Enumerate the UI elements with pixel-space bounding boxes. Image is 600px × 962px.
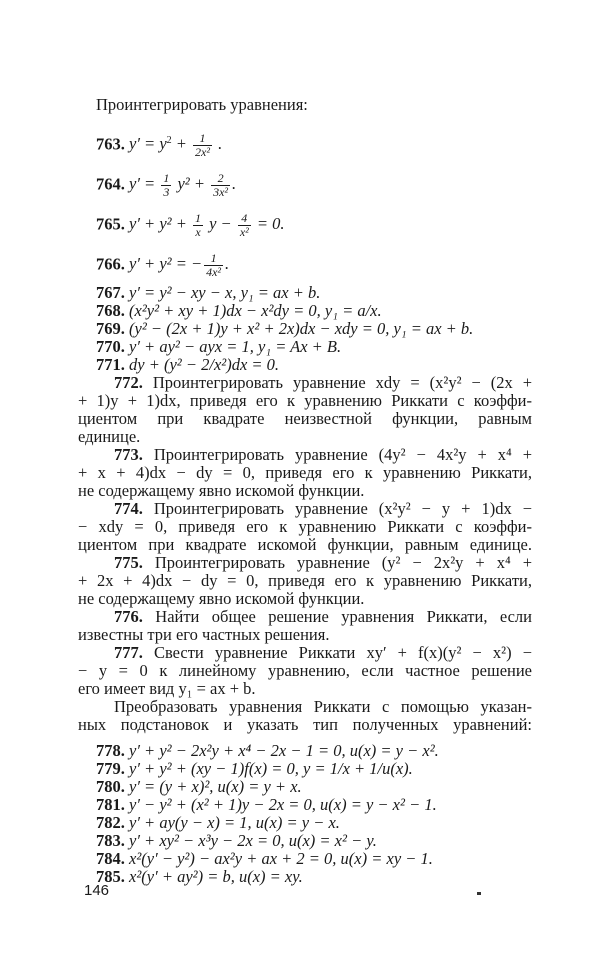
numerator: 1 <box>194 211 201 225</box>
numerator: 2 <box>217 171 224 185</box>
problem-text: известны три его частных решения. <box>78 625 330 644</box>
fraction <box>211 172 230 199</box>
problem-number: 766. <box>96 254 125 274</box>
problem-768 <box>96 302 382 320</box>
problem-number: 765. <box>96 214 125 234</box>
equation: x²(y′ − y²) − ax²y + ax + 2 = 0, u(x) = xy − 1. <box>129 849 433 868</box>
problem-777 <box>96 644 532 662</box>
equation <box>129 251 230 279</box>
eq-part: . <box>232 174 237 194</box>
problem-782 <box>96 814 340 832</box>
problem-774-cont <box>78 518 532 536</box>
problem-772 <box>96 374 532 392</box>
eq-part: y′ = <box>129 174 160 194</box>
problem-text: циентом при квадрате искомой функции, равным единице. <box>78 535 532 554</box>
problem-number: 769. <box>96 319 125 338</box>
problem-774 <box>96 500 532 518</box>
problem-number: 773. <box>114 445 143 464</box>
page-number: 146 <box>84 882 110 899</box>
problem-text: циентом при квадрате неизвестной функции, равным <box>78 409 532 428</box>
problem-777-cont <box>78 662 532 680</box>
denominator: 2x² <box>195 145 210 159</box>
problem-number: 780. <box>96 777 125 796</box>
fraction <box>238 212 251 239</box>
problem-772-cont <box>78 392 532 410</box>
problem-number: 767. <box>96 283 125 302</box>
problem-776-cont <box>78 626 329 644</box>
fraction <box>204 252 223 279</box>
heading-text: Преобразовать уравнения Риккати с помощью указан- <box>114 697 532 716</box>
problem-766 <box>96 252 229 279</box>
eq-part: y′ = y <box>129 134 167 154</box>
numerator: 1 <box>199 131 206 145</box>
print-mark <box>477 892 481 895</box>
problem-number: 779. <box>96 759 125 778</box>
problem-773-cont <box>78 482 364 500</box>
problem-779 <box>96 760 413 778</box>
problem-text: Проинтегрировать уравнение (x²y² − y + 1)dx − <box>153 499 533 518</box>
equation: y′ = (y + x)², u(x) = y + x. <box>129 777 302 796</box>
problem-text: + 2x + 4)dx − dy = 0, приведя его к уравнению Риккати, <box>78 571 532 590</box>
equation: y′ + ay² − ayx = 1, y₁ = Ax + B. <box>129 337 342 356</box>
problem-775 <box>96 554 532 572</box>
equation <box>129 171 237 199</box>
eq-part: y′ + y² + <box>129 214 191 234</box>
problem-number: 771. <box>96 355 125 374</box>
equation: y′ + ay(y − x) = 1, u(x) = y − x. <box>129 813 340 832</box>
fraction <box>161 172 171 199</box>
problem-text: − xdy = 0, приведя его к уравнению Риккати с коэффи- <box>78 517 532 536</box>
equation: y′ + y² + (xy − 1)f(x) = 0, y = 1/x + 1/u(x). <box>129 759 413 778</box>
equation: y′ + y² − 2x²y + x⁴ − 2x − 1 = 0, u(x) = y − x². <box>129 741 439 760</box>
denominator: 4x² <box>206 265 222 279</box>
equation <box>129 211 285 239</box>
problem-772-cont <box>78 428 140 446</box>
problem-number: 778. <box>96 741 125 760</box>
problem-text: Свести уравнение Риккати xy′ + f(x)(y² − x²) − <box>153 643 532 662</box>
problem-778 <box>96 742 439 760</box>
problem-text: Проинтегрировать уравнение (y² − 2x²y + x⁴ + <box>154 553 533 572</box>
problem-770 <box>96 338 341 356</box>
problem-781 <box>96 796 437 814</box>
denominator: x² <box>239 225 249 239</box>
equation: (y² − (2x + 1)y + x² + 2x)dx − xdy = 0, y₁ = ax + b. <box>129 319 474 338</box>
problem-number: 783. <box>96 831 125 850</box>
section-heading <box>96 96 308 114</box>
problem-775-cont <box>78 590 364 608</box>
problem-text: Найти общее решение уравнения Риккати, если <box>155 607 532 626</box>
equation: (x²y² + xy + 1)dx − x²dy = 0, y₁ = a/x. <box>129 301 382 320</box>
problem-text: не содержащему явно искомой функции. <box>78 481 365 500</box>
problem-776 <box>96 608 532 626</box>
problem-number: 776. <box>114 607 143 626</box>
problem-765 <box>96 212 285 239</box>
eq-part: y − <box>204 214 236 234</box>
equation: dy + (y² − 2/x²)dx = 0. <box>129 355 280 374</box>
problem-771 <box>96 356 279 374</box>
problem-777-cont <box>78 680 256 698</box>
heading-text: Проинтегрировать уравнения: <box>96 95 308 114</box>
problem-text: + 1)y + 1)dx, приведя его к уравнению Риккати с коэффи- <box>78 391 532 410</box>
problem-number: 775. <box>114 553 143 572</box>
problem-775-cont <box>78 572 532 590</box>
denominator: x <box>193 225 203 239</box>
problem-number: 782. <box>96 813 125 832</box>
problem-764 <box>96 172 236 199</box>
equation: $y' = y^2$ + $\frac{1}{\text{2x²}}$ . <box>129 131 223 159</box>
problem-785 <box>96 868 303 886</box>
eq-part: . <box>225 254 230 274</box>
eq-part: y² + <box>173 174 210 194</box>
problem-number: 784. <box>96 849 125 868</box>
problem-number: 777. <box>114 643 143 662</box>
equation: y′ = y² − xy − x, y₁ = ax + b. <box>129 283 321 302</box>
problem-769 <box>96 320 473 338</box>
numerator: 1 <box>163 171 170 185</box>
eq-part: y′ + y² = − <box>129 254 203 274</box>
problem-text: Проинтегрировать уравнение xdy = (x²y² − (2x + <box>152 373 533 392</box>
problem-763 <box>96 132 222 159</box>
problem-number: 770. <box>96 337 125 356</box>
problem-text: не содержащему явно искомой функции. <box>78 589 365 608</box>
problem-number: 785. <box>96 867 125 886</box>
problem-767 <box>96 284 320 302</box>
eq-part: = 0. <box>252 214 285 234</box>
equation: x²(y′ + ay²) = b, u(x) = xy. <box>129 867 303 886</box>
problem-783 <box>96 832 377 850</box>
problem-number: 764. <box>96 174 125 194</box>
heading-text: ных подстановок и указать тип полученных уравнений: <box>78 715 532 734</box>
equation: y′ + xy² − x³y − 2x = 0, u(x) = x² − y. <box>129 831 377 850</box>
denominator: 3 <box>163 185 170 199</box>
problem-number: 774. <box>114 499 143 518</box>
fraction <box>193 212 203 239</box>
problem-number: 772. <box>114 373 143 392</box>
problem-text: + x + 4)dx − dy = 0, приведя его к уравнению Риккати, <box>78 463 532 482</box>
eq-part: + <box>171 134 192 154</box>
problem-text: Проинтегрировать уравнение (4y² − 4x²y + x⁴ + <box>153 445 533 464</box>
fraction <box>193 132 212 159</box>
eq-part: . <box>213 134 223 154</box>
equation: y′ − y² + (x² + 1)y − 2x = 0, u(x) = y − x² − 1. <box>129 795 437 814</box>
problem-780 <box>96 778 302 796</box>
problem-772-cont <box>78 410 532 428</box>
numerator: 4 <box>241 211 248 225</box>
problem-number: 781. <box>96 795 125 814</box>
problem-text: единице. <box>78 427 141 446</box>
problem-number: 768. <box>96 301 125 320</box>
problem-text: − y = 0 к линейному уравнению, если частное решение <box>78 661 532 680</box>
problem-784 <box>96 850 433 868</box>
problem-774-cont <box>78 536 532 554</box>
problem-773-cont <box>78 464 532 482</box>
section-heading-2-cont <box>78 716 532 734</box>
problem-773 <box>96 446 532 464</box>
section-heading-2 <box>96 698 532 716</box>
denominator: 3x² <box>213 185 229 199</box>
problem-number: 763. <box>96 134 125 154</box>
problem-text: его имеет вид y₁ = ax + b. <box>78 679 256 698</box>
numerator: 1 <box>210 251 217 265</box>
